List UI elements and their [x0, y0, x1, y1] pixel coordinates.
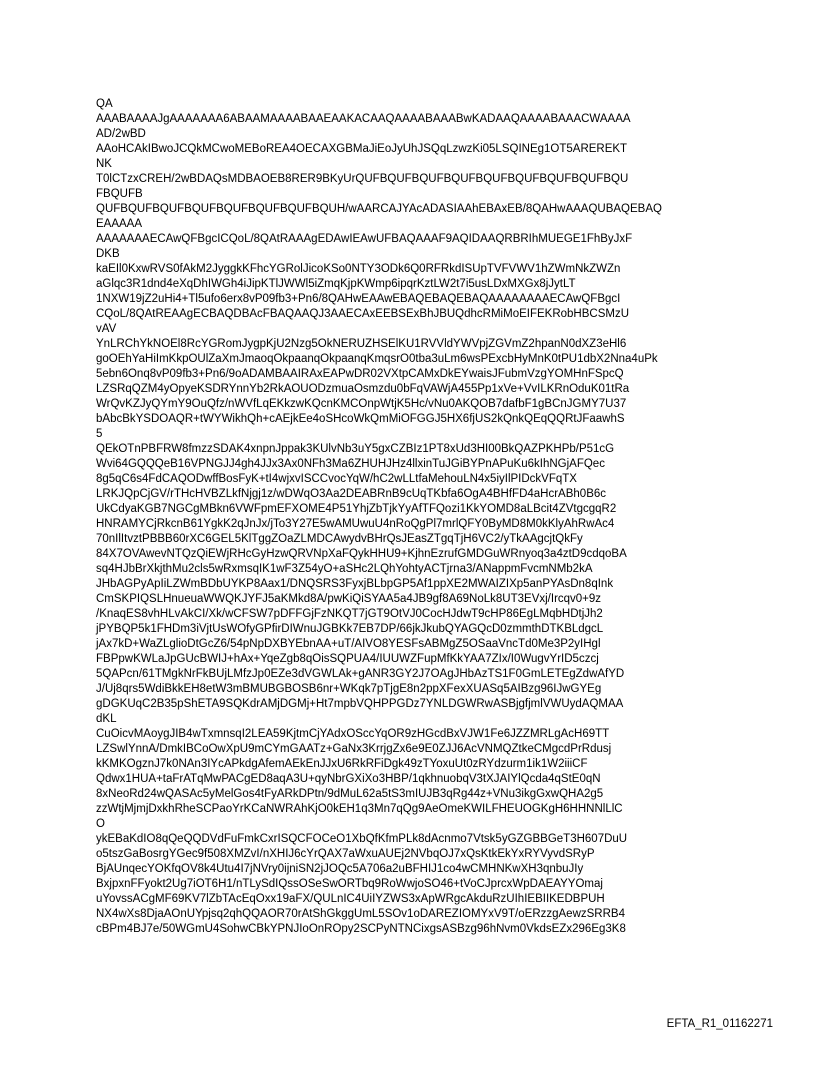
text-line: EAAAAA: [96, 218, 143, 230]
text-line: 5QAPcn/61TMgkNrFkBUjLMfzJp0EZe3dVGWLAk+gANR3GY2J7OAgJHbAzTS1F0GmLETEgZdwAfYD: [96, 668, 625, 680]
text-line: WrQvKZJyQYmY9OuQfz/nWVfLqEKkzwKQcnKMCOnpWtjK5Hc/vNu0AKQOB7dafbF1gBCnJGMY7U37: [96, 398, 627, 410]
text-line: AAABAAAAJgAAAAAAA6ABAAMAAAABAAEAAKACAAQAAAABAAABwKADAAQAAAABAAACWAAAA: [96, 113, 631, 125]
text-line: cBPm4BJ7e/50WGmU4SohwCBkYPNJIoOnROpy2SCPyNTNCixgsASBzg96hNvm0VkdsEZx296Eg3K8: [96, 923, 626, 935]
text-line: CQoL/8QAtREAAgECBAQDBAcFBAQAAQJ3AAECAxEEBSExBhJBUQdhcRMiMoEIFEKRobHBCSMzU: [96, 308, 629, 320]
text-line: zzWtjMjmjDxkhRheSCPaoYrKCaNWRAhKjO0kEH1q3Mn7qQg9AeOmeKWILFHEUOGKgH6HHNNlLlC: [96, 803, 623, 815]
text-line: 70nIlItvztPBBB60rXC6GEL5KlTggZOaZLMDCAwydvBHrQsJEasZTgqTjH6VC2/yTkAAgcjtQkFy: [96, 533, 583, 545]
text-line: JHbAGPyApIiLZWmBDbUYKP8Aax1/DNQSRS3FyxjBLbpGP5Af1ppXE2MWAIZIXp5anPYAsDn8qInk: [96, 578, 614, 590]
text-line: YnLRChYkNOEl8RcYGRomJygpKjU2Nzg5OkNERUZHSElKU1RVVldYWVpjZGVmZ2hpanN0dXZ3eHl6: [96, 338, 627, 350]
text-line: 5: [96, 428, 103, 440]
text-line: UkCdyaKGB7NGCgMBkn6VWFpmEFXOME4P51YhjZbTjkYyAfTFQozi1KkYOMD8aLBcit4ZVtgcgqR2: [96, 503, 617, 515]
text-line: bAbcBkYSDOAQR+tWYWikhQh+cAEjkEe4oSHcoWkQmMiOFGGJ5HX6fjUS2kQnkQEqQQRtJFaawhS: [96, 413, 625, 425]
text-line: LZSwlYnnA/DmkIBCoOwXpU9mCYmGAATz+GaNx3KrrjgZx6e9E0ZJJ6AcVNMQZtkeCMgcdPrRdusj: [96, 743, 612, 755]
bates-number: EFTA_R1_01162271: [666, 1018, 773, 1030]
text-line: 8xNeoRd24wQASAc5yMelGos4tFyARkDPtn/9dMuL62a5tS3mIUJB3qRg44z+VNu3ikgGxwQHA2g5: [96, 788, 604, 800]
text-line: gDGKUqC2B35pShETA9SQKdrAMjDGMj+Ht7mpbVQHPPGDz7YNLDGWRwASBjgfjmlVWUydAQMAA: [96, 698, 624, 710]
encoded-text-block: [96, 97, 756, 937]
text-line: NX4wXs8DjaAOnUYpjsq2qhQQAOR70rAtShGkggUmL5SOv1oDAREZIOMYxV9T/oERzzgAewzSRRB4: [96, 908, 625, 920]
text-line: 84X7OVAwevNTQzQiEWjRHcGyHzwQRVNpXaFQykHHU9+KjhnEzrufGMDGuWRnyoq3a4ztD9cdqoBA: [96, 548, 627, 560]
text-line: uYovssACgMF69KV7lZbTAcEqOxx19aFX/QULnIC4UiIYZWS3xApWRgcAkduRzUIhIEBIIKEDBPUH: [96, 893, 605, 905]
text-line: Wvi64GQQQeB16VPNGJJ4gh4JJx3Ax0NFh3Ma6ZHUHJHz4llxinTuJGiBYPnAPuKu6kIhNGjAFQec: [96, 458, 605, 470]
text-line: 1NXW19jZ2uHi4+Tl5ufo6erx8vP09fb3+Pn6/8QAHwEAAwEBAQEBAQEBAQAAAAAAAAECAwQFBgcI: [96, 293, 621, 305]
text-line: jPYBQP5k1FHDm3iVjtUsWOfyGPfirDIWnuJGBKk7EB7DP/66jkJkubQYAGQcD0zmmthDTKBLdgcL: [96, 623, 604, 635]
text-line: AAoHCAkIBwoJCQkMCwoMEBoREA4OECAXGBMaJiEoJyUhJSQqLzwzKi05LSQINEg1OT5AREREKT: [96, 143, 628, 155]
text-line: DKB: [96, 248, 120, 260]
text-line: CuOicvMAoygJIB4wTxmnsqI2LEA59KjtmCjYAdxOSccYqOR9zHGcdBxVJW1Fe6JZZMRLgAcH69TT: [96, 728, 610, 740]
text-line: kaEIl0KxwRVS0fAkM2JyggkKFhcYGRolJicoKSo0NTY3ODk6Q0RFRkdISUpTVFVWV1hZWmNkZWZn: [96, 263, 621, 275]
text-line: LRKJQpCjGV/rTHcHVBZLkfNjgj1z/wDWqO3Aa2DEABRnB9cUqTKbfa6OgA4BHfFD4aHcrABh0B6c: [96, 488, 607, 500]
text-line: J/Uj8qrs5WdiBkkEH8etW3mBMUBGBOSB6nr+WKqk7pTjgE8n2ppXFexXUASq5AIBzg96IJwGYEg: [96, 683, 602, 695]
text-line: 5ebn6Onq8vP09fb3+Pn6/9oADAMBAAIRAxEAPwDR02VXtpCAMxDkEYwaisJFubmVzgYOMHnFSpcQ: [96, 368, 624, 380]
text-line: goOEhYaHiImKkpOUlZaXmJmaoqOkpaanqOkpaanqKmqsrO0tba3uLm6wsPExcbHyMnK0tPU1dbX2Nna4uPk: [96, 353, 658, 365]
text-line: QUFBQUFBQUFBQUFBQUFBQUFBQUFBQUH/wAARCAJYAcADASIAAhEBAxEB/8QAHwAAAQUBAQEBAQ: [96, 203, 662, 215]
text-line: sq4HJbBrXkjthMu2cls5wRxmsqIK1wF3Z54yO+aSHc2LQhYohtyACTjrna3/ANappmFvcmNMb2kA: [96, 563, 593, 575]
text-line: aGlqc3R1dnd4eXqDhIWGh4iJipKTlJWWl5iZmqKjpKWmp6ipqrKztLW2t7i5usLDxMXGx8jJytLT: [96, 278, 576, 290]
text-line: FBQUFB: [96, 188, 143, 200]
text-line: vAV: [96, 323, 117, 335]
text-line: AAAAAAAECAwQFBgcICQoL/8QAtRAAAgEDAwIEAwUFBAQAAAF9AQIDAAQRBRIhMUEGE1FhByJxF: [96, 233, 633, 245]
text-line: jAx7kD+WaZLglioDtGcZ6/54pNpDXBYEbnAA+uT/AIVO8YESFsABMgZ5OSaaVncTd0Me3P2yIHgl: [96, 638, 601, 650]
text-line: HNRAMYCjRkcnB61YgkK2qJnJx/jTo3Y27E5wAMUwuU4nRoQgPl7mrlQFY0ByMD8M0kKlyAhRwAc4: [96, 518, 615, 530]
text-line: T0lCTzxCREH/2wBDAQsMDBAOEB8RER9BKyUrQUFBQUFBQUFBQUFBQUFBQUFBQUFBQUFBQU: [96, 173, 629, 185]
text-line: o5tszGaBosrgYGec9f508XMZvI/nXHIJ6cYrQAX7aWxuAUEj2NVbqOJ7xQsKtkEkYxRYVyvdSRyP: [96, 848, 595, 860]
text-line: QA: [96, 98, 113, 110]
text-line: FBPpwKWLaJpGUcBWIJ+hAx+YqeZgb8qOisSQPUA4/IUUWZFupMfKkYAA7ZIx/I0WugvYrID5czcj: [96, 653, 599, 665]
text-line: Qdwx1HUA+taFrATqMwPACgED8aqA3U+qyNbrGXiXo3HBP/1qkhnuobqV3tXJAIYlQcda4qStE0qN: [96, 773, 601, 785]
text-line: 8g5qC6s4FdCAQODwffBosFyK+tI4wjxvISCCvocYqW/hC2wLLtfaMehouLN4x5iyIlPIDckVFqTX: [96, 473, 577, 485]
text-line: /KnaqES8vhHLvAkCI/Xk/wCFSW7pDFFGjFzNKQT7jGT9OtVJ0CocHJdwT9cHP86EgLMqbHDtjJh2: [96, 608, 603, 620]
text-line: NK: [96, 158, 112, 170]
text-line: QEkOTnPBFRW8fmzzSDAK4xnpnJppak3KUlvNb3uY5gxCZBIz1PT8xUd3HI00BkQAZPKHPb/P51cG: [96, 443, 615, 455]
text-line: BxjpxnFFyokt2Ug7iOT6H1/nTLySdIQssOSeSwORTbq9RoWwjoSO46+tVoCJprcxWpDAEAYYOmaj: [96, 878, 603, 890]
text-line: LZSRqQZM4yOpyeKSDRYnnYb2RkAOUODzmuaOsmzdu0bFqVAWjA455Pp1xVe+VvILKRnOduK01tRa: [96, 383, 630, 395]
text-line: kKMKOgznJ7k0NAn3IYcAPkdgAfemAEkEnJJxU6RkRFiDgk49zTYoxuUt0zRYdzurm1ik1W2iiiCF: [96, 758, 588, 770]
text-line: CmSKPIQSLHnueuaWWQKJYFJ5aKMkd8A/pwKiQiSYAA5a4JB9gf8A69NoLk8UT3EVxj/Ircqv0+9z: [96, 593, 602, 605]
text-line: O: [96, 818, 105, 830]
text-line: AD/2wBD: [96, 128, 146, 140]
text-line: dKL: [96, 713, 117, 725]
text-line: ykEBaKdIO8qQeQQDVdFuFmkCxrISQCFOCeO1XbQfKfmPLk8dAcnmo7Vtsk5yGZGBBGeT3H607DuU: [96, 833, 628, 845]
text-line: BjAUnqecYOKfqOV8k4Utu4I7jNVry0ijniSN2jJOQc5A706a2uBFHIJ1co4wCMHNKwXH3qnbuJIy: [96, 863, 584, 875]
